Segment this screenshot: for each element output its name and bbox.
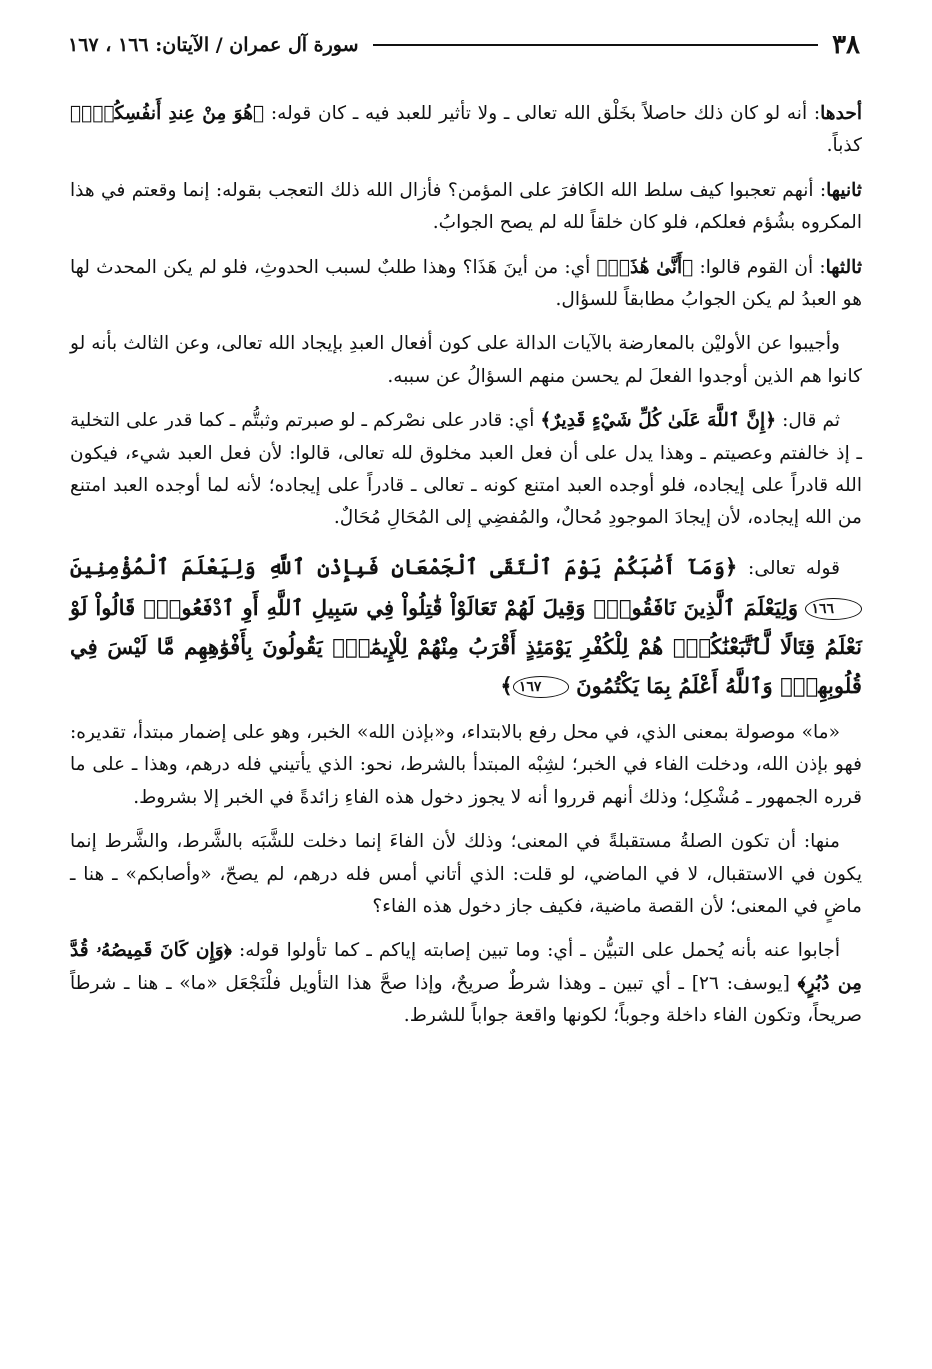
paragraph-third — [70, 252, 862, 317]
paragraph-ma: «ما» موصولة بمعنى الذي، في محل رفع بالابتداء، و«بإذن الله» الخبر، وهو على إضمار مبتدأ، تقديره: فهو بإذن الله، ودخلت الفاء في الخبر؛ لشِبْه المبتدأ بالشرط، نحو: الذي يأتيني فله درهم، وهذا ـ على ما قرره الجمهور ـ مُشْكِل؛ وذلك أنهم قرروا أنه لا يجوز دخول هذه الفاءِ زائدةً في الخبر إلا بشروط. — [70, 721, 862, 808]
paragraph-text: : أنهم تعجبوا كيف سلط الله الكافرَ على المؤمن؟ فأزال الله ذلك التعجب بقوله: إنما وقعتم في هذا المكروه بشُؤم فعلكم، فلو كان خلقاً لله لم يصح الجوابُ. — [70, 179, 862, 234]
paragraph-text: ثم قال: — [776, 410, 840, 432]
running-title: سورة آل عمران / الآيتان: ١٦٦ ، ١٦٧ — [68, 34, 359, 56]
paragraph-tail: أي: قادر على نصْركم ـ لو صبرتم وثبتُّم ـ كما قدر على التخلية ـ إذ خالفتم وعصيتم ـ وهذا يدل على أن فعل العبد مخلوق لله تعالى، قالوا: لأن فعل العبد شيء، فيكون الله قادراً على إيجاده، فلو أوجده العبد امتنع كونه ـ تعالى ـ قادراً على إيجاده؛ لأنه لما أوجده العبد امتنع من الله إيجاده، لأن إيجادَ الموجودِ مُحالٌ، والمُفضِي إلى المُحَالِ مُحَالٌ. — [70, 410, 862, 529]
ayah-number-marker: ١٦٧ — [513, 676, 570, 698]
verse-close-bracket: ﴾ — [500, 672, 513, 698]
paragraph-reply: وأجيبوا عن الأوليْن بالمعارضة بالآيات الدالة على كون أفعال العبدِ بإيجاد الله تعالى، وعن الثالث بأنه لو كانوا هم الذين أوجدوا الفعلَ لم يحسن منهم السؤالُ عن سببه. — [70, 333, 862, 387]
header-rule — [373, 44, 819, 46]
paragraph-text: أجابوا عنه بأنه يُحمل على التبيُّن ـ أي: وما تبين إصابته إياكم ـ كما تأولوا قوله: — [231, 940, 840, 962]
ayah-number-marker: ١٦٦ — [805, 598, 862, 620]
quran-quote: ﴿إِنَّ ٱللَّهَ عَلَىٰ كُلِّ شَيْءٍ قَدِيرٌ﴾ — [540, 410, 777, 432]
page-body — [70, 98, 862, 1045]
verse-intro: قوله تعالى: — [737, 557, 840, 579]
paragraph-lead: أحدها — [820, 103, 862, 124]
paragraph-minha: منها: أن تكون الصلةُ مستقبلةً في المعنى؛ وذلك لأن الفاءَ إنما دخلت للشَّبَه بالشَّرط، والشَّرط إنما يكون في الاستقبال، لا في الماضي، لو قلت: الذي أتاني أمس فله درهم، لم يصحّ، «وأصابكم» ـ هنا ـ ماضٍ في المعنى؛ لأن القصة ماضية، فكيف جاز دخول هذه الفاء؟ — [70, 831, 862, 917]
quran-quote: ﴿هُوَ مِنْ عِندِ أَنفُسِكُمْۗ﴾ — [70, 103, 265, 124]
paragraph-answer — [70, 935, 862, 1032]
quran-quote: ﴿أَنَّىٰ هَٰذَاۖ﴾ — [596, 256, 694, 278]
paragraph-text: : أن القوم قالوا: — [693, 256, 826, 278]
page-header — [68, 28, 860, 62]
paragraph-first — [70, 98, 862, 163]
verse-text-part2: وَلِيَعْلَمَ ٱلَّذِينَ نَافَقُواْۚ وَقِيلَ لَهُمْ تَعَالَوْاْ قَٰتِلُواْ فِي سَبِيلِ ٱللَّهِ أَوِ ٱدْفَعُواْۖ قَالُواْ لَوْ نَعْلَمُ قِتَالًا لَّٱتَّبَعْنَٰكُمْۗ هُمْ لِلْكُفْرِ يَوْمَئِذٍ أَقْرَبُ مِنْهُمْ لِلْإِيمَٰنِۚ يَقُولُونَ بِأَفْوَٰهِهِم مَّا لَيْسَ فِي قُلُوبِهِمْۚ وَٱللَّهُ أَعْلَمُ بِمَا يَكْتُمُونَ — [70, 594, 862, 698]
paragraph-text: : أنه لو كان ذلك حاصلاً بخَلْق الله تعالى ـ ولا تأثير للعبد فيه ـ كان قوله: — [264, 103, 821, 124]
paragraph-second — [70, 175, 862, 240]
paragraph-tail: أي: من أينَ هَذَا؟ وهذا طلبٌ لسبب الحدوثِ، فلو لم يكن المحدث لها هو العبدُ لم يكن الجوابُ مطابقاً للسؤال. — [70, 256, 862, 311]
quran-quote: ﴿وَإِن كَانَ قَمِيصُهُۥ قُدَّ مِن دُبُرٍ﴾ — [70, 940, 863, 994]
page-number: ٣٨ — [832, 30, 860, 60]
paragraph-qadir — [70, 405, 862, 535]
paragraph-lead: ثالثها — [825, 256, 862, 278]
verse-text-part1: ﴿وَمَآ أَصَٰبَكُمْ يَوْمَ ٱلْتَقَى ٱلْجَمْعَانِ فَبِإِذْنِ ٱللَّهِ وَلِيَعْلَمَ ٱلْمُؤْمِنِينَ — [70, 553, 738, 579]
paragraph-tail: [يوسف: ٢٦] ـ أي تبين ـ وهذا شرطٌ صريحٌ، وإذا صحَّ هذا التأويل فلْنَجْعَل «ما» ـ هنا ـ شرطاً صريحاً، وتكون الفاء داخلة وجوباً؛ لكونها واقعة جواباً للشرط. — [70, 972, 862, 1027]
paragraph-tail: كذباً. — [826, 135, 862, 157]
paragraph-lead: ثانيها — [826, 179, 862, 201]
verse-block — [70, 547, 862, 705]
